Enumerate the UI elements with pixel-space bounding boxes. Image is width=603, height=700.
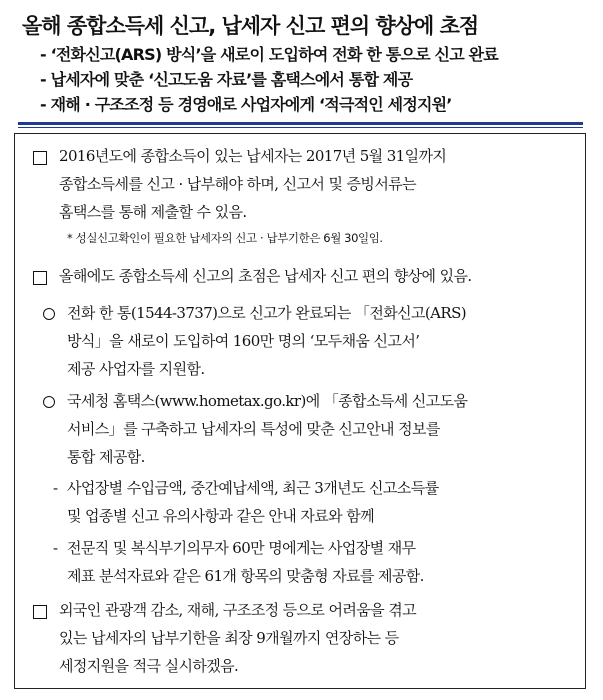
paragraph-filing-deadline: [59, 142, 446, 226]
subheadline-item: - 재해 · 구조조정 등 경영애로 사업자에게 ‘적극적인 세정지원’: [40, 95, 452, 114]
text-line: 올해에도 종합소득세 신고의 초점은 납세자 신고 편의 향상에 있음.: [59, 267, 472, 285]
text-line: 홈택스를 통해 제출할 수 있음.: [59, 203, 247, 221]
dash-bullet: -: [53, 539, 59, 557]
text-line: 국세청 홈택스(www.hometax.go.kr)에 「종합소득세 신고도움: [67, 392, 468, 410]
headline: 올해 종합소득세 신고, 납세자 신고 편의 향상에 초점: [22, 14, 479, 38]
text-line: 있는 납세자의 납부기한을 최장 9개월까지 연장하는 등: [59, 629, 399, 647]
text-line: 전화 한 통(1544-3737)으로 신고가 완료되는 「전화신고(ARS): [67, 304, 466, 322]
subheadline-item: - 납세자에 맞춘 ‘신고도움 자료’를 홈택스에서 통합 제공: [40, 70, 413, 89]
dash-bullet: -: [53, 479, 59, 497]
circle-bullet-icon: [43, 308, 55, 320]
text-line: 통합 제공함.: [67, 448, 145, 466]
paragraph-professionals: [67, 534, 424, 590]
text-line: 외국인 관광객 감소, 재해, 구조조정 등으로 어려움을 겪고: [59, 601, 416, 619]
subheadline-item: - ‘전화신고(ARS) 방식’을 새로이 도입하여 전화 한 통으로 신고 완료: [40, 45, 498, 64]
text-line: 제표 분석자료와 같은 61개 항목의 맞춤형 자료를 제공함.: [67, 567, 424, 585]
text-line: 2016년도에 종합소득이 있는 납세자는 2017년 5월 31일까지: [59, 147, 447, 165]
square-bullet-icon: [33, 271, 47, 285]
text-line: 방식」을 새로이 도입하여 160만 명의 ‘모두채움 신고서’: [67, 332, 420, 350]
text-line: 사업장별 수입금액, 중간예납세액, 최근 3개년도 신고소득률: [67, 479, 439, 497]
paragraph-ars: [67, 299, 466, 383]
subheadline-list: [40, 42, 585, 117]
paragraph-tax-support: [59, 596, 416, 680]
footnote: * 성실신고확인이 필요한 납세자의 신고 · 납부기한은 6월 30일임.: [67, 231, 383, 245]
text-line: 서비스」를 구축하고 납세자의 특성에 맞춘 신고안내 정보를: [67, 420, 440, 438]
text-line: 세정지원을 적극 실시하겠음.: [59, 657, 239, 675]
paragraph-business-info: [67, 474, 438, 530]
square-bullet-icon: [33, 605, 47, 619]
text-line: 제공 사업자를 지원함.: [67, 360, 205, 378]
square-bullet-icon: [33, 151, 47, 165]
header-divider-thin: [18, 127, 583, 128]
text-line: 및 업종별 신고 유의사항과 같은 안내 자료와 함께: [67, 507, 374, 525]
text-line: 전문직 및 복식부기의무자 60만 명에게는 사업장별 재무: [67, 539, 416, 557]
paragraph-focus: [59, 262, 472, 290]
text-line: 종합소득세를 신고 · 납부해야 하며, 신고서 및 증빙서류는: [59, 175, 416, 193]
content-box: [14, 133, 586, 689]
circle-bullet-icon: [43, 396, 55, 408]
paragraph-hometax: [67, 387, 467, 471]
header-divider-thick: [18, 122, 583, 125]
